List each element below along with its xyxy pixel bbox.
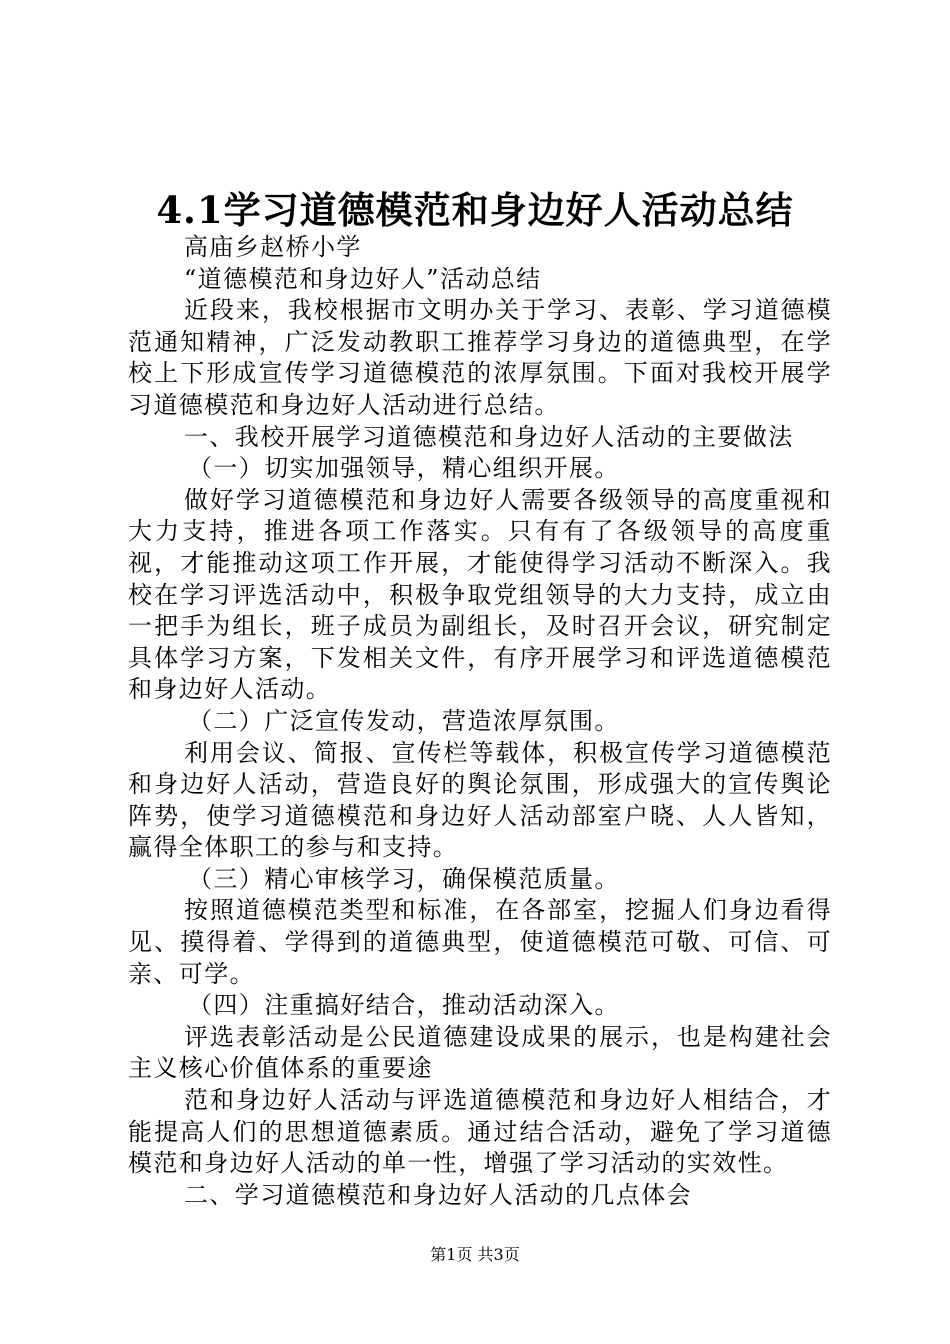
- school-name-line: 高庙乡赵桥小学: [184, 233, 362, 261]
- subsection-heading-3: （三）精心审核学习，确保模范质量。: [188, 864, 620, 893]
- body-paragraph: 范和身边好人活动与评选道德模范和身边好人相结合，才能提高人们的思想道德素质。通过结合活动，避免了学习道德模范和身边好人活动的单一性，增强了学习活动的实效性。: [128, 1086, 832, 1178]
- body-paragraph: 按照道德模范类型和标准，在各部室，挖掘人们身边看得见、摸得着、学得到的道德典型，使道德模范可敬、可信、可亲、可学。: [128, 896, 832, 988]
- body-paragraph: 评选表彰活动是公民道德建设成果的展示，也是构建社会主义核心价值体系的重要途: [128, 1022, 832, 1083]
- section-heading-2: 二、学习道德模范和身边好人活动的几点体会: [184, 1180, 692, 1209]
- body-paragraph: 做好学习道德模范和身边好人需要各级领导的高度重视和大力支持，推进各项工作落实。只有有了各级领导的高度重视，才能推动这项工作开展，才能使得学习活动不断深入。我校在学习评选活动中，积极争取党组领导的大力支持，成立由一把手为组长，班子成员为副组长，及时召开会议，研究制定具体学习方案，下发相关文件，有序开展学习和评选道德模范和身边好人活动。: [128, 485, 832, 704]
- body-paragraph: 利用会议、简报、宣传栏等载体，积极宣传学习道德模范和身边好人活动，营造良好的舆论氛围，形成强大的宣传舆论阵势，使学习道德模范和身边好人活动部室户晓、人人皆知，赢得全体职工的参与和支持。: [128, 738, 832, 862]
- intro-paragraph: 近段来，我校根据市文明办关于学习、表彰、学习道德模范通知精神，广泛发动教职工推荐学习身边的道德典型，在学校上下形成宣传学习道德模范的浓厚氛围。下面对我校开展学习道德模范和身边好人活动进行总结。: [128, 296, 832, 419]
- section-heading-1: 一、我校开展学习道德模范和身边好人活动的主要做法: [184, 422, 794, 451]
- subsection-heading-4: （四）注重搞好结合，推动活动深入。: [188, 991, 620, 1020]
- subsection-heading-2: （二）广泛宣传发动，营造浓厚氛围。: [188, 706, 620, 735]
- page-footer: 第1页 共3页: [430, 1245, 520, 1264]
- document-body: [128, 232, 832, 1211]
- subtitle-line: “道德模范和身边好人”活动总结: [184, 264, 542, 293]
- document-title: 4.1学习道德模范和身边好人活动总结: [156, 188, 794, 232]
- subsection-heading-1: （一）切实加强领导，精心组织开展。: [188, 454, 620, 483]
